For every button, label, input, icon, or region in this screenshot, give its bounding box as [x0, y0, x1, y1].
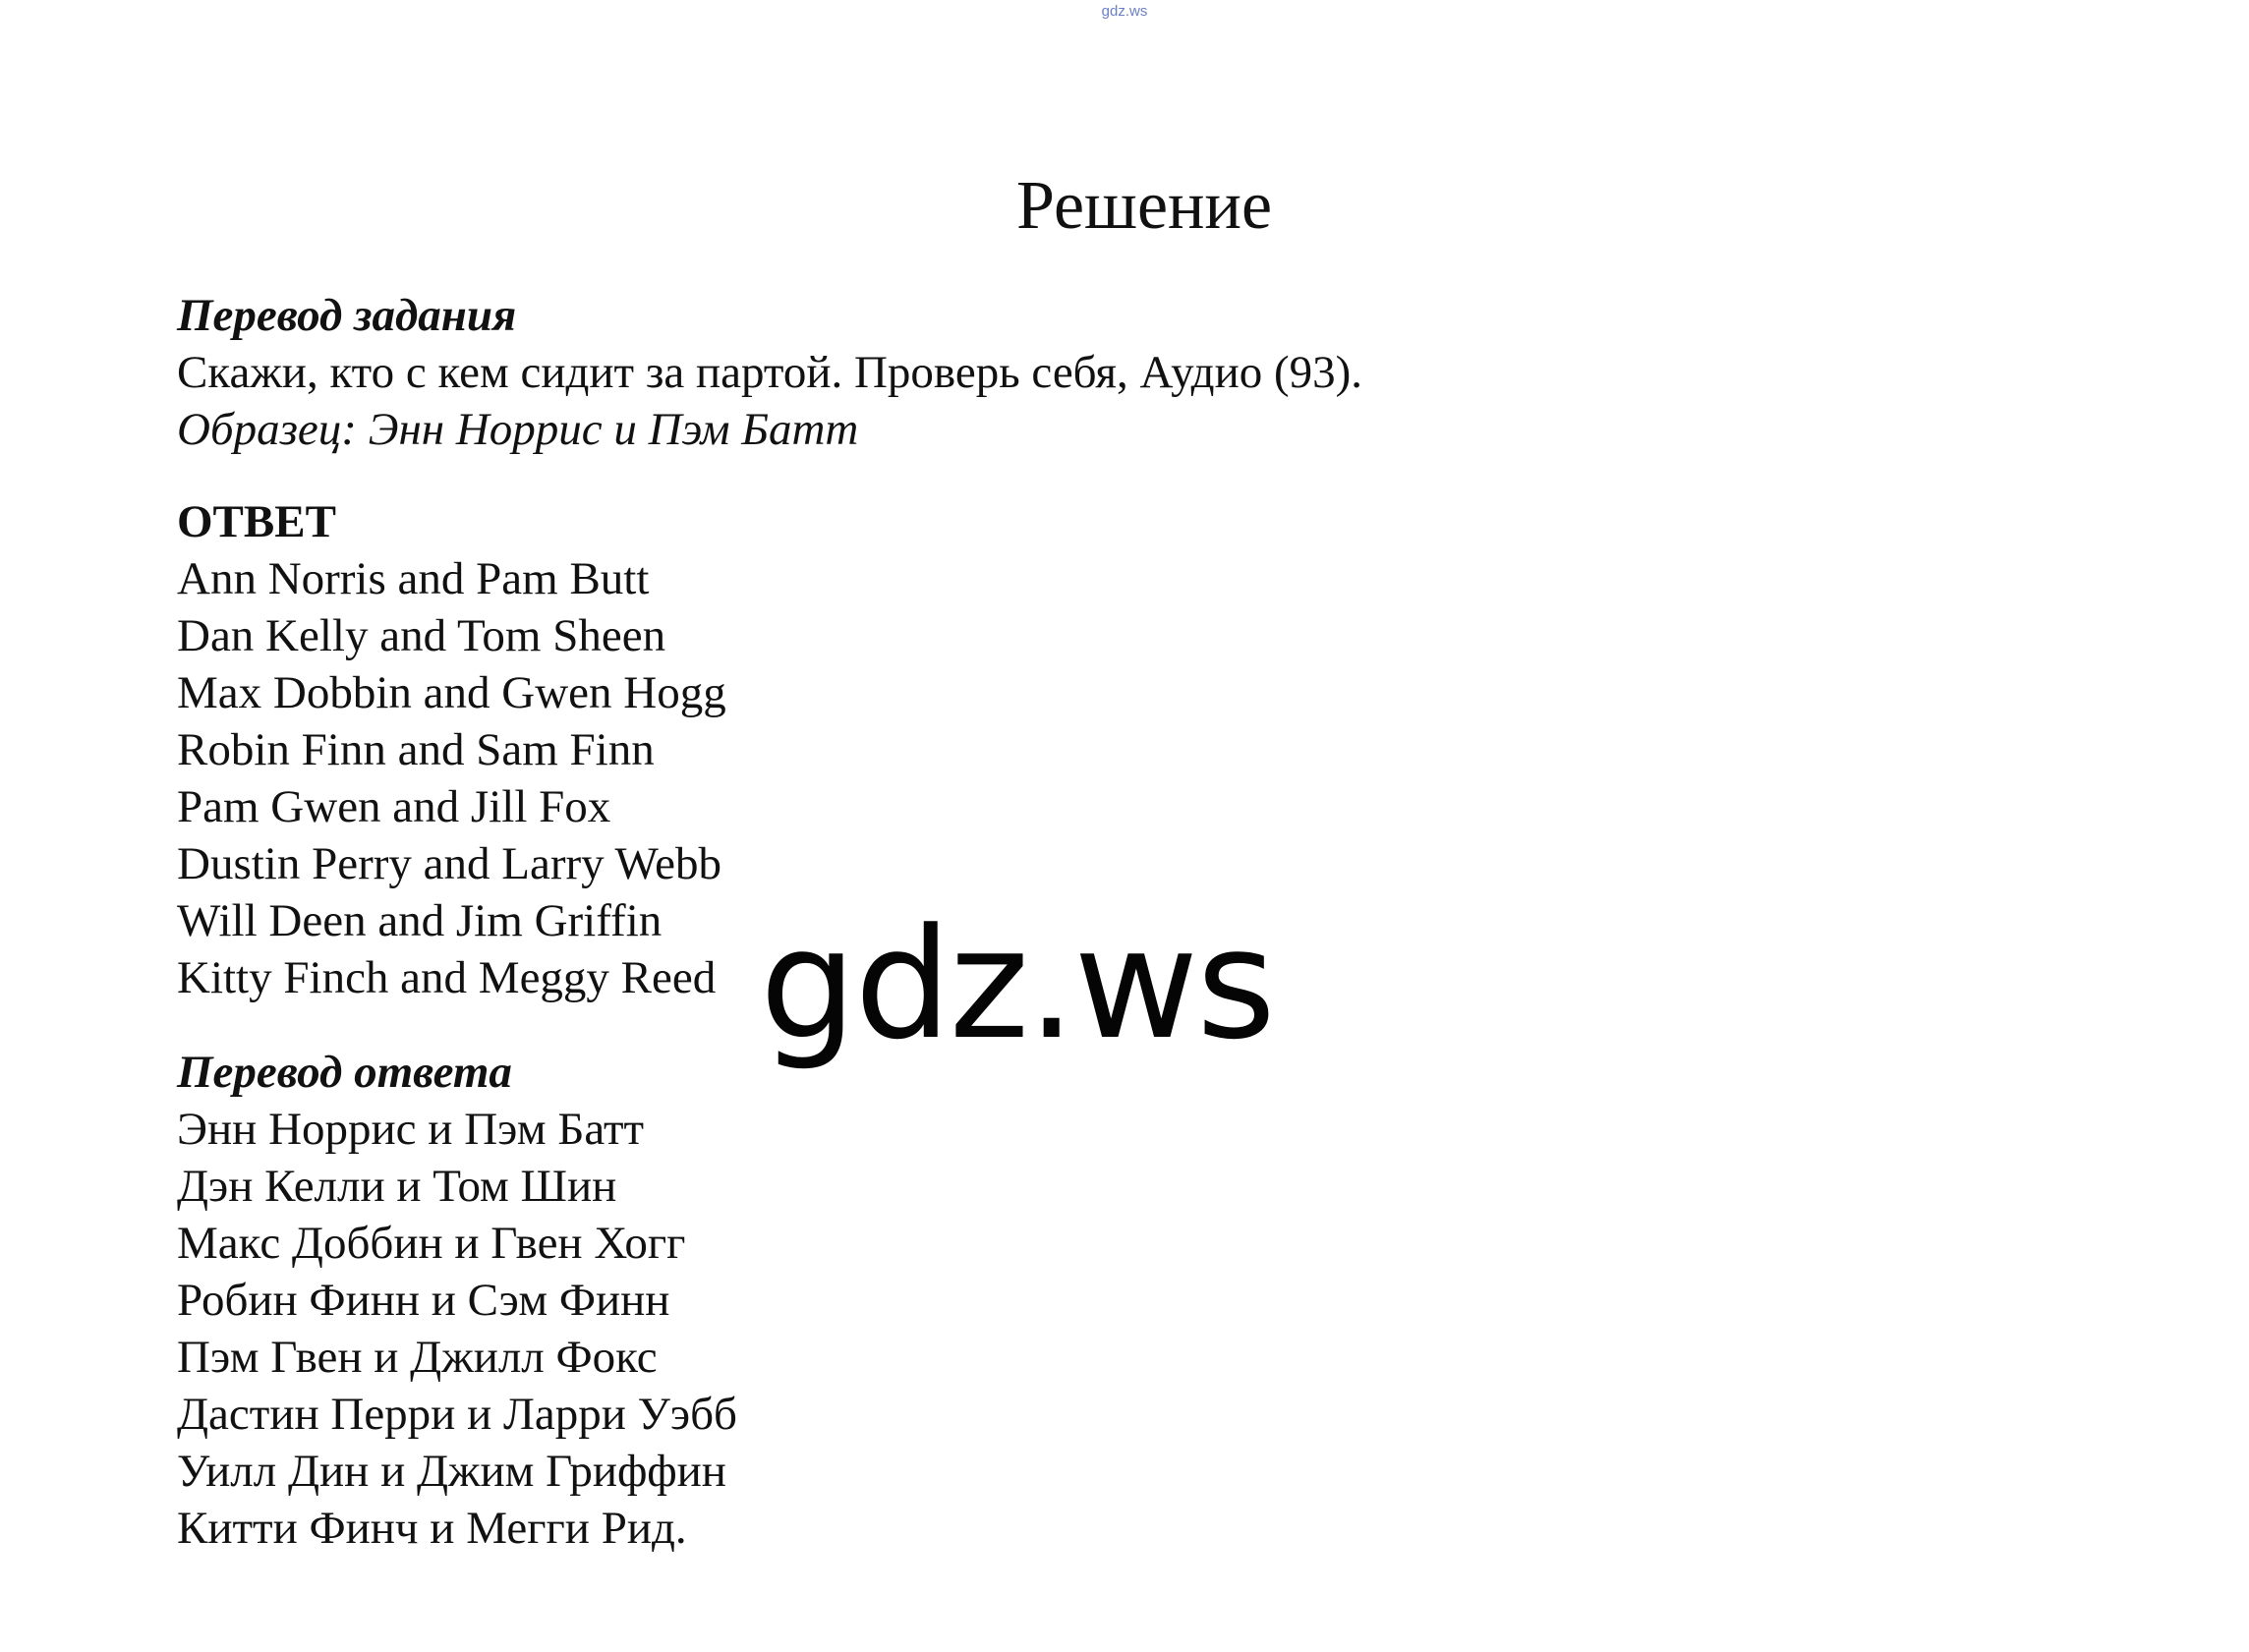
site-mark-link[interactable]: gdz.ws [1101, 3, 1148, 20]
task-heading: Перевод задания [177, 290, 517, 341]
translation-heading: Перевод ответа [177, 1047, 512, 1098]
answer-line: Robin Finn and Sam Finn [177, 724, 655, 775]
answer-line: Pam Gwen and Jill Fox [177, 781, 611, 832]
answer-line: Kitty Finch and Meggy Reed [177, 952, 717, 1003]
translation-line: Уилл Дин и Джим Гриффин [177, 1446, 726, 1497]
answer-line: Max Dobbin and Gwen Hogg [177, 667, 726, 718]
answer-line: Will Deen and Jim Griffin [177, 895, 663, 946]
watermark-logo: gdz.ws [760, 895, 1274, 1073]
answer-line: Dan Kelly and Tom Sheen [177, 610, 666, 661]
translation-line: Дастин Перри и Ларри Уэбб [177, 1389, 737, 1440]
answer-heading: ОТВЕТ [177, 496, 336, 547]
spacer [177, 458, 1848, 493]
translation-line: Энн Норрис и Пэм Батт [177, 1104, 645, 1155]
translation-line: Пэм Гвен и Джилл Фокс [177, 1332, 658, 1383]
translation-line: Робин Финн и Сэм Финн [177, 1275, 670, 1326]
answer-line: Dustin Perry and Larry Webb [177, 838, 721, 889]
page-title: Решение [1015, 168, 1273, 244]
task-instruction: Скажи, кто с кем сидит за партой. Проверь себя, Аудио (93). [177, 347, 1363, 398]
translation-line: Макс Доббин и Гвен Хогг [177, 1218, 686, 1269]
translation-line: Дэн Келли и Том Шин [177, 1161, 617, 1212]
translation-line: Китти Финч и Мегги Рид. [177, 1503, 687, 1554]
answer-line: Ann Norris and Pam Butt [177, 553, 650, 604]
task-example: Образец: Энн Норрис и Пэм Батт [177, 404, 859, 455]
